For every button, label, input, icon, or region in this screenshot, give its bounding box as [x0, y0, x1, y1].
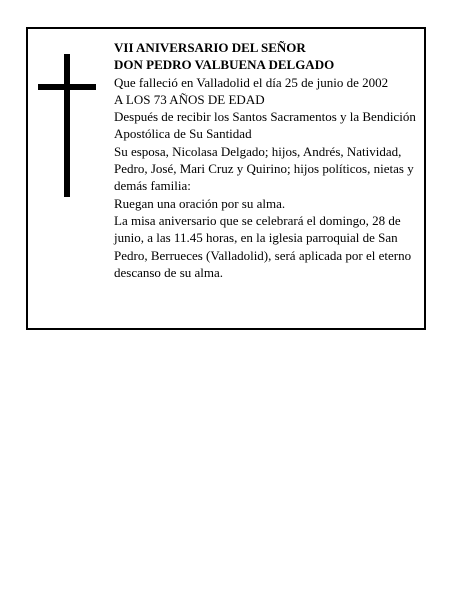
mass-info: La misa aniversario que se celebrará el domingo, 28 de junio, a las 11.45 horas, en la iglesia parroquial de San Pedro, Berrueces (Valladolid), será aplicada por el eterno descanso de su alma.	[114, 212, 412, 280]
notice-title-line1: VII ANIVERSARIO DEL SEÑOR	[114, 40, 306, 55]
notice-text	[114, 39, 422, 281]
prayer-request: Ruegan una oración por su alma.	[114, 195, 286, 211]
sacraments-line: Después de recibir los Santos Sacramentos y la Bendición Apostólica de Su Santidad	[114, 109, 416, 142]
notice-title-line2: DON PEDRO VALBUENA DELGADO	[114, 57, 335, 73]
cross-vertical-bar	[64, 54, 70, 197]
age-line: A LOS 73 AÑOS DE EDAD	[114, 91, 265, 107]
cross-horizontal-bar	[38, 84, 96, 90]
death-info: Que falleció en Valladolid el día 25 de junio de 2002	[114, 74, 389, 90]
family-line: Su esposa, Nicolasa Delgado; hijos, Andrés, Natividad, Pedro, José, Mari Cruz y Quirino; hijos políticos, nietas y demás familia:	[114, 143, 414, 194]
